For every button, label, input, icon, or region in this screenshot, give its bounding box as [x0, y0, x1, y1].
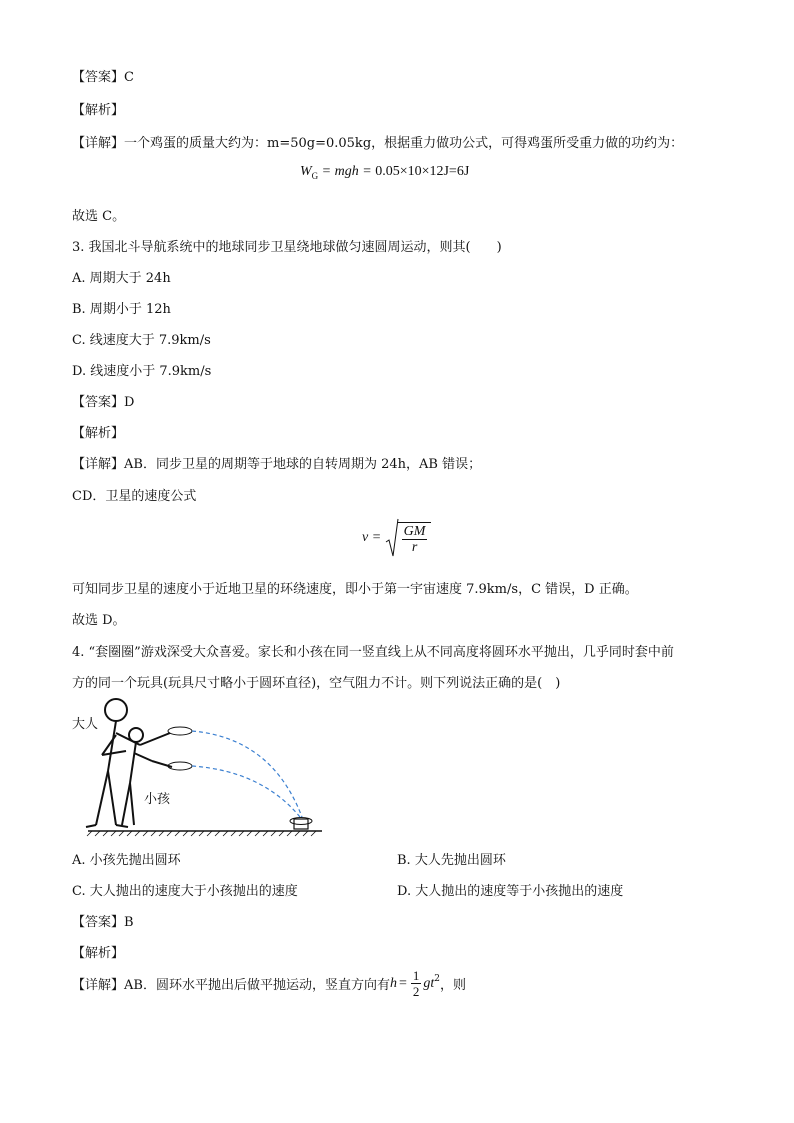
q3-answer-line	[72, 391, 134, 410]
q3-velocity-equation	[362, 518, 433, 560]
detail-tail: ，则	[440, 978, 467, 993]
eq-denominator: r	[411, 539, 418, 555]
adult-ring	[168, 727, 192, 735]
analysis-label: 【解析】	[72, 426, 125, 441]
q3-conclusion: 故选 D。	[72, 613, 126, 628]
eq-half-fraction	[411, 968, 422, 999]
q3-option-b: B. 周期小于 12h	[72, 302, 171, 317]
q4-answer-line	[72, 911, 134, 930]
detail-text: AB．圆环水平抛出后做平抛运动，竖直方向有	[124, 978, 390, 993]
q3-analysis-label	[72, 422, 124, 441]
detail-label: 【详解】	[72, 978, 125, 993]
q4-option-b: B. 大人先抛出圆环	[397, 853, 506, 868]
detail-label: 【详解】	[72, 136, 125, 151]
eq-gt: gt	[423, 975, 435, 991]
answer-label: 【答案】	[72, 395, 125, 410]
q4-option-d: D. 大人抛出的速度等于小孩抛出的速度	[397, 884, 624, 899]
q3-stem: 3. 我国北斗导航系统中的地球同步卫星绕地球做匀速圆周运动，则其( )	[72, 240, 502, 255]
answer-label: 【答案】	[72, 915, 125, 930]
child-trajectory	[192, 766, 300, 817]
ring-toss-diagram	[72, 693, 332, 845]
eq-h: h	[389, 975, 397, 991]
q2-answer-line	[72, 66, 134, 85]
child-label: 小孩	[144, 792, 171, 807]
analysis-label: 【解析】	[72, 103, 125, 118]
q3-detail-line	[72, 453, 481, 472]
detail-text: 一个鸡蛋的质量大约为：m=50g=0.05kg，根据重力做功公式，可得鸡蛋所受重力做的功约为：	[124, 136, 684, 151]
adult-trajectory	[192, 731, 302, 817]
eq-lhs: v =	[362, 530, 382, 545]
eq-exponent: 2	[434, 974, 440, 984]
ring-toss-figure	[72, 693, 332, 841]
detail-text: AB．同步卫星的周期等于地球的自转周期为 24h，AB 错误；	[124, 457, 482, 472]
eq-subscript: G	[311, 170, 319, 181]
analysis-label: 【解析】	[72, 946, 125, 961]
q3-cd-line: CD．卫星的速度公式	[72, 489, 197, 504]
eq-symbol: W	[300, 164, 312, 179]
answer-value: C	[124, 70, 134, 85]
q2-analysis-label	[72, 99, 124, 118]
eq-denominator: 2	[412, 984, 420, 999]
eq-numerator: GM	[403, 523, 426, 539]
answer-value: D	[124, 395, 135, 410]
eq-numerator: 1	[412, 968, 420, 983]
q2-work-equation	[300, 164, 469, 181]
answer-label: 【答案】	[72, 70, 125, 85]
q3-option-d: D. 线速度小于 7.9km/s	[72, 364, 212, 379]
detail-label: 【详解】	[72, 457, 125, 472]
eq-result: 0.05×10×12J=6J	[375, 164, 470, 179]
q4-analysis-label	[72, 942, 124, 961]
eq-middle: = mgh =	[318, 164, 376, 179]
q4-option-a: A. 小孩先抛出圆环	[72, 853, 181, 868]
sqrt-radical-icon	[385, 518, 399, 558]
q3-explain: 可知同步卫星的速度小于近地卫星的环绕速度，即小于第一宇宙速度 7.9km/s，C 错误，D 正确。	[72, 582, 638, 597]
q4-stem-line2: 方的同一个玩具(玩具尺寸略小于圆环直径)，空气阻力不计。则下列说法正确的是( )	[72, 676, 561, 691]
q3-option-a: A. 周期大于 24h	[72, 271, 171, 286]
adult-label: 大人	[72, 717, 99, 732]
sqrt-group	[385, 518, 434, 558]
q2-detail-line	[72, 132, 683, 151]
q4-stem-line1: 4. “套圈圈”游戏深受大众喜爱。家长和小孩在同一竖直线上从不同高度将圆环水平抛出，几乎同时套中前	[72, 645, 674, 660]
q4-option-c: C. 大人抛出的速度大于小孩抛出的速度	[72, 884, 298, 899]
sqrt-fraction	[398, 522, 432, 555]
answer-value: B	[124, 915, 134, 930]
q3-option-c: C. 线速度大于 7.9km/s	[72, 333, 211, 348]
q4-detail-line: 【详解】 AB．圆环水平抛出后做平抛运动，竖直方向有 h = $\frac{1}{2}$ gt $^2$ ，则	[72, 968, 467, 999]
q2-conclusion: 故选 C。	[72, 209, 126, 224]
